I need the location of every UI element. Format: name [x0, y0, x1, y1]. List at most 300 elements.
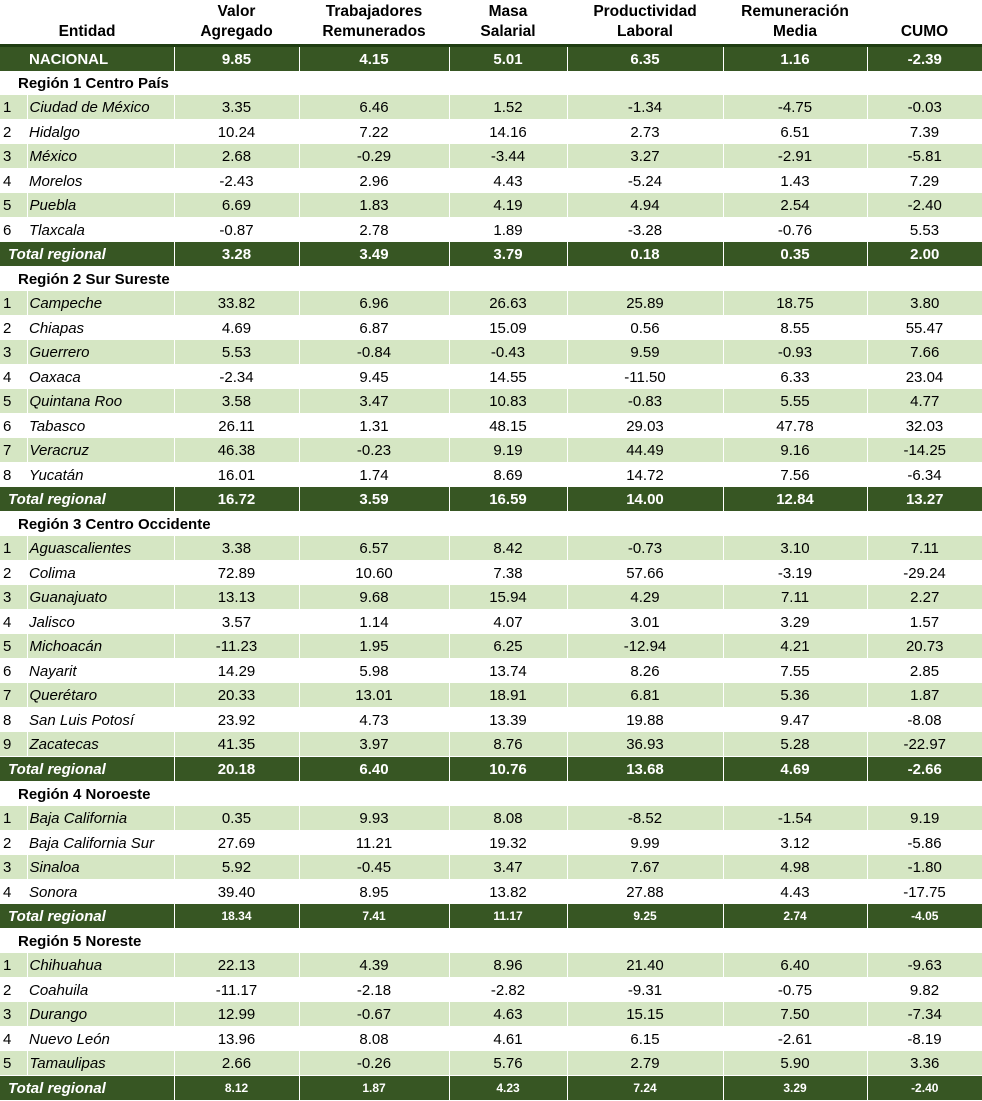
cell-value: -11.17: [174, 978, 299, 1003]
cell-value: 4.61: [449, 1027, 567, 1052]
total-value: -4.05: [867, 904, 982, 929]
state-name: Sonora: [27, 880, 174, 905]
row-number: 6: [0, 414, 27, 439]
cell-value: 6.87: [299, 316, 449, 341]
cell-value: 12.99: [174, 1002, 299, 1027]
state-name: Tabasco: [27, 414, 174, 439]
nacional-value: 1.16: [723, 46, 867, 72]
cell-value: 3.38: [174, 536, 299, 561]
state-name: Zacatecas: [27, 732, 174, 757]
cell-value: -0.67: [299, 1002, 449, 1027]
total-value: 3.79: [449, 242, 567, 267]
cell-value: 7.11: [867, 536, 982, 561]
cell-value: 10.60: [299, 561, 449, 586]
region-title: Región 4 Noroeste: [0, 782, 982, 807]
state-name: México: [27, 144, 174, 169]
header-row: [0, 0, 982, 46]
cell-value: 6.46: [299, 95, 449, 120]
cell-value: 9.93: [299, 806, 449, 831]
state-name: Quintana Roo: [27, 389, 174, 414]
cell-value: 6.57: [299, 536, 449, 561]
cell-value: 6.40: [723, 953, 867, 978]
cell-value: 8.55: [723, 316, 867, 341]
cell-value: -8.19: [867, 1027, 982, 1052]
cell-value: 72.89: [174, 561, 299, 586]
row-number: 2: [0, 316, 27, 341]
total-value: 2.00: [867, 242, 982, 267]
table-row: [0, 218, 982, 243]
cell-value: 1.14: [299, 610, 449, 635]
total-value: 20.18: [174, 757, 299, 782]
cell-value: 4.63: [449, 1002, 567, 1027]
table-row: [0, 340, 982, 365]
cell-value: -0.84: [299, 340, 449, 365]
cell-value: 23.04: [867, 365, 982, 390]
cell-value: 13.01: [299, 683, 449, 708]
state-name: Yucatán: [27, 463, 174, 488]
cell-value: -0.29: [299, 144, 449, 169]
cell-value: 2.78: [299, 218, 449, 243]
nacional-value: 9.85: [174, 46, 299, 72]
row-number: 6: [0, 659, 27, 684]
cell-value: 13.96: [174, 1027, 299, 1052]
cell-value: 3.01: [567, 610, 723, 635]
total-value: 6.40: [299, 757, 449, 782]
cell-value: -17.75: [867, 880, 982, 905]
total-value: 13.68: [567, 757, 723, 782]
cell-value: 4.43: [449, 169, 567, 194]
cell-value: -14.25: [867, 438, 982, 463]
cell-value: -8.52: [567, 806, 723, 831]
cell-value: 8.08: [449, 806, 567, 831]
cell-value: -0.93: [723, 340, 867, 365]
table-row: [0, 169, 982, 194]
row-number: 3: [0, 585, 27, 610]
cell-value: -2.40: [867, 193, 982, 218]
regional-total-row: [0, 487, 982, 512]
header-entidad: Entidad: [0, 0, 174, 46]
total-value: 11.17: [449, 904, 567, 929]
nacional-value: 5.01: [449, 46, 567, 72]
cell-value: 1.87: [867, 683, 982, 708]
cell-value: 7.11: [723, 585, 867, 610]
total-label: Total regional: [0, 487, 174, 512]
table-row: [0, 806, 982, 831]
total-value: 3.29: [723, 1076, 867, 1101]
state-name: Michoacán: [27, 634, 174, 659]
state-name: Nuevo León: [27, 1027, 174, 1052]
cell-value: 47.78: [723, 414, 867, 439]
row-number: 7: [0, 683, 27, 708]
header-remuneracion: Remuneración Media: [723, 0, 867, 46]
cell-value: 0.56: [567, 316, 723, 341]
row-number: 2: [0, 561, 27, 586]
cell-value: 2.68: [174, 144, 299, 169]
cell-value: 4.73: [299, 708, 449, 733]
cell-value: 8.76: [449, 732, 567, 757]
table-row: [0, 120, 982, 145]
row-number: 4: [0, 365, 27, 390]
total-value: 7.41: [299, 904, 449, 929]
state-name: Baja California Sur: [27, 831, 174, 856]
total-value: 12.84: [723, 487, 867, 512]
region-header-row: [0, 267, 982, 292]
row-number: 9: [0, 732, 27, 757]
cell-value: 57.66: [567, 561, 723, 586]
cell-value: -0.03: [867, 95, 982, 120]
cell-value: 7.38: [449, 561, 567, 586]
cell-value: -3.19: [723, 561, 867, 586]
cell-value: 7.29: [867, 169, 982, 194]
row-number: 4: [0, 1027, 27, 1052]
cell-value: 9.82: [867, 978, 982, 1003]
total-value: 13.27: [867, 487, 982, 512]
total-value: 16.72: [174, 487, 299, 512]
cell-value: 55.47: [867, 316, 982, 341]
state-name: Morelos: [27, 169, 174, 194]
cell-value: 9.19: [449, 438, 567, 463]
cell-value: 46.38: [174, 438, 299, 463]
cell-value: 7.50: [723, 1002, 867, 1027]
cell-value: 44.49: [567, 438, 723, 463]
state-name: Campeche: [27, 291, 174, 316]
state-name: Oaxaca: [27, 365, 174, 390]
nacional-label: NACIONAL: [0, 46, 174, 72]
state-name: Chiapas: [27, 316, 174, 341]
state-name: Hidalgo: [27, 120, 174, 145]
total-value: 2.74: [723, 904, 867, 929]
cell-value: -11.50: [567, 365, 723, 390]
row-number: 5: [0, 193, 27, 218]
row-number: 4: [0, 880, 27, 905]
cell-value: 6.15: [567, 1027, 723, 1052]
table-row: [0, 365, 982, 390]
table-row: [0, 831, 982, 856]
cell-value: 23.92: [174, 708, 299, 733]
cell-value: -6.34: [867, 463, 982, 488]
cell-value: 1.83: [299, 193, 449, 218]
cell-value: -3.44: [449, 144, 567, 169]
row-number: 5: [0, 1051, 27, 1076]
cell-value: 5.36: [723, 683, 867, 708]
cell-value: 4.21: [723, 634, 867, 659]
cell-value: 39.40: [174, 880, 299, 905]
cell-value: 20.33: [174, 683, 299, 708]
table-row: [0, 291, 982, 316]
cell-value: 3.27: [567, 144, 723, 169]
table-row: [0, 95, 982, 120]
cell-value: 0.35: [174, 806, 299, 831]
cell-value: 5.28: [723, 732, 867, 757]
row-number: 3: [0, 855, 27, 880]
cell-value: 9.45: [299, 365, 449, 390]
cell-value: 9.16: [723, 438, 867, 463]
region-title: Región 1 Centro País: [0, 71, 982, 95]
cell-value: 3.35: [174, 95, 299, 120]
cell-value: 2.73: [567, 120, 723, 145]
cell-value: -9.31: [567, 978, 723, 1003]
cell-value: 9.19: [867, 806, 982, 831]
cell-value: 4.07: [449, 610, 567, 635]
table-row: [0, 1051, 982, 1076]
cell-value: 8.42: [449, 536, 567, 561]
cell-value: 9.68: [299, 585, 449, 610]
cell-value: 4.94: [567, 193, 723, 218]
regional-total-row: [0, 242, 982, 267]
cell-value: 2.85: [867, 659, 982, 684]
cell-value: 10.83: [449, 389, 567, 414]
cell-value: 1.31: [299, 414, 449, 439]
cell-value: -2.43: [174, 169, 299, 194]
cell-value: 7.39: [867, 120, 982, 145]
cell-value: -12.94: [567, 634, 723, 659]
cell-value: 9.47: [723, 708, 867, 733]
cell-value: 3.47: [449, 855, 567, 880]
cell-value: 15.09: [449, 316, 567, 341]
cell-value: -0.23: [299, 438, 449, 463]
cell-value: -2.91: [723, 144, 867, 169]
state-name: Colima: [27, 561, 174, 586]
cell-value: 2.54: [723, 193, 867, 218]
total-value: 0.18: [567, 242, 723, 267]
region-header-row: [0, 782, 982, 807]
cell-value: -2.18: [299, 978, 449, 1003]
row-number: 2: [0, 120, 27, 145]
header-masa-salarial: Masa Salarial: [449, 0, 567, 46]
table-row: [0, 463, 982, 488]
state-name: Baja California: [27, 806, 174, 831]
cell-value: -0.26: [299, 1051, 449, 1076]
cell-value: 5.98: [299, 659, 449, 684]
cell-value: -4.75: [723, 95, 867, 120]
cell-value: 14.55: [449, 365, 567, 390]
cell-value: 48.15: [449, 414, 567, 439]
cell-value: -29.24: [867, 561, 982, 586]
regional-total-row: [0, 904, 982, 929]
cell-value: 10.24: [174, 120, 299, 145]
table-row: [0, 708, 982, 733]
total-value: 4.23: [449, 1076, 567, 1101]
row-number: 3: [0, 1002, 27, 1027]
table-row: [0, 732, 982, 757]
table-row: [0, 536, 982, 561]
cell-value: -0.45: [299, 855, 449, 880]
total-value: -2.40: [867, 1076, 982, 1101]
row-number: 5: [0, 634, 27, 659]
cell-value: 16.01: [174, 463, 299, 488]
cell-value: -3.28: [567, 218, 723, 243]
row-number: 3: [0, 340, 27, 365]
cell-value: 3.10: [723, 536, 867, 561]
cell-value: 32.03: [867, 414, 982, 439]
cell-value: 20.73: [867, 634, 982, 659]
cell-value: 2.79: [567, 1051, 723, 1076]
cell-value: 9.59: [567, 340, 723, 365]
total-value: 3.49: [299, 242, 449, 267]
cell-value: 15.15: [567, 1002, 723, 1027]
table-row: [0, 978, 982, 1003]
cell-value: -2.82: [449, 978, 567, 1003]
cell-value: 33.82: [174, 291, 299, 316]
total-value: 0.35: [723, 242, 867, 267]
cell-value: 5.55: [723, 389, 867, 414]
cell-value: 7.66: [867, 340, 982, 365]
total-value: 16.59: [449, 487, 567, 512]
cell-value: 19.88: [567, 708, 723, 733]
cell-value: 8.69: [449, 463, 567, 488]
state-name: Ciudad de México: [27, 95, 174, 120]
table-row: [0, 634, 982, 659]
cell-value: 41.35: [174, 732, 299, 757]
row-number: 1: [0, 291, 27, 316]
header-trabajadores: Trabajadores Remunerados: [299, 0, 449, 46]
total-value: 14.00: [567, 487, 723, 512]
cell-value: 27.88: [567, 880, 723, 905]
state-name: Querétaro: [27, 683, 174, 708]
cell-value: 6.69: [174, 193, 299, 218]
cell-value: 3.36: [867, 1051, 982, 1076]
regional-total-row: [0, 757, 982, 782]
cell-value: -9.63: [867, 953, 982, 978]
nacional-value: 6.35: [567, 46, 723, 72]
cell-value: 2.96: [299, 169, 449, 194]
cell-value: 5.53: [867, 218, 982, 243]
total-value: 7.24: [567, 1076, 723, 1101]
total-value: 18.34: [174, 904, 299, 929]
regional-total-row: [0, 1076, 982, 1101]
cell-value: -11.23: [174, 634, 299, 659]
cell-value: 6.51: [723, 120, 867, 145]
state-name: Coahuila: [27, 978, 174, 1003]
cell-value: 26.11: [174, 414, 299, 439]
cell-value: 13.74: [449, 659, 567, 684]
row-number: 1: [0, 536, 27, 561]
row-number: 8: [0, 463, 27, 488]
region-header-row: [0, 512, 982, 537]
cell-value: -0.43: [449, 340, 567, 365]
cell-value: -1.34: [567, 95, 723, 120]
cell-value: 8.08: [299, 1027, 449, 1052]
row-number: 1: [0, 953, 27, 978]
state-name: Tlaxcala: [27, 218, 174, 243]
cell-value: 7.56: [723, 463, 867, 488]
cell-value: 19.32: [449, 831, 567, 856]
region-title: Región 2 Sur Sureste: [0, 267, 982, 292]
cell-value: -7.34: [867, 1002, 982, 1027]
cell-value: 1.57: [867, 610, 982, 635]
cell-value: -0.75: [723, 978, 867, 1003]
row-number: 4: [0, 610, 27, 635]
cell-value: 9.99: [567, 831, 723, 856]
cell-value: -5.86: [867, 831, 982, 856]
table-row: [0, 414, 982, 439]
nacional-row: [0, 46, 982, 72]
region-header-row: [0, 929, 982, 954]
header-cumo: CUMO: [867, 0, 982, 46]
state-name: Sinaloa: [27, 855, 174, 880]
total-value: 4.69: [723, 757, 867, 782]
state-name: Jalisco: [27, 610, 174, 635]
total-value: 1.87: [299, 1076, 449, 1101]
table-row: [0, 389, 982, 414]
cell-value: 3.29: [723, 610, 867, 635]
cell-value: -0.87: [174, 218, 299, 243]
state-name: Tamaulipas: [27, 1051, 174, 1076]
cell-value: 14.72: [567, 463, 723, 488]
state-name: Guerrero: [27, 340, 174, 365]
cell-value: 7.55: [723, 659, 867, 684]
table-row: [0, 561, 982, 586]
header-productividad: Productividad Laboral: [567, 0, 723, 46]
total-label: Total regional: [0, 904, 174, 929]
cell-value: 6.33: [723, 365, 867, 390]
cell-value: 8.95: [299, 880, 449, 905]
row-number: 1: [0, 806, 27, 831]
row-number: 7: [0, 438, 27, 463]
cell-value: 22.13: [174, 953, 299, 978]
table-row: [0, 880, 982, 905]
total-value: 10.76: [449, 757, 567, 782]
cell-value: 15.94: [449, 585, 567, 610]
nacional-value: 4.15: [299, 46, 449, 72]
cell-value: 5.92: [174, 855, 299, 880]
cell-value: -22.97: [867, 732, 982, 757]
cell-value: 3.58: [174, 389, 299, 414]
cell-value: 4.43: [723, 880, 867, 905]
cell-value: -2.34: [174, 365, 299, 390]
cell-value: -0.83: [567, 389, 723, 414]
table-row: [0, 683, 982, 708]
cell-value: 1.89: [449, 218, 567, 243]
row-number: 6: [0, 218, 27, 243]
region-header-row: [0, 71, 982, 95]
table-row: [0, 144, 982, 169]
cell-value: -0.76: [723, 218, 867, 243]
state-name: Aguascalientes: [27, 536, 174, 561]
cell-value: 4.98: [723, 855, 867, 880]
cell-value: 21.40: [567, 953, 723, 978]
table-row: [0, 610, 982, 635]
cell-value: 27.69: [174, 831, 299, 856]
cell-value: 13.82: [449, 880, 567, 905]
cell-value: 11.21: [299, 831, 449, 856]
cell-value: -1.80: [867, 855, 982, 880]
cell-value: 5.76: [449, 1051, 567, 1076]
cell-value: 7.22: [299, 120, 449, 145]
table-row: [0, 316, 982, 341]
table-row: [0, 855, 982, 880]
cell-value: 6.96: [299, 291, 449, 316]
table-row: [0, 659, 982, 684]
cell-value: 36.93: [567, 732, 723, 757]
cell-value: 1.74: [299, 463, 449, 488]
cell-value: 4.29: [567, 585, 723, 610]
cell-value: 14.16: [449, 120, 567, 145]
total-label: Total regional: [0, 242, 174, 267]
cell-value: 4.19: [449, 193, 567, 218]
cell-value: 1.52: [449, 95, 567, 120]
cell-value: 25.89: [567, 291, 723, 316]
state-name: Nayarit: [27, 659, 174, 684]
cell-value: 3.97: [299, 732, 449, 757]
cell-value: 6.25: [449, 634, 567, 659]
cell-value: 1.95: [299, 634, 449, 659]
table-row: [0, 1027, 982, 1052]
row-number: 3: [0, 144, 27, 169]
cell-value: 18.75: [723, 291, 867, 316]
table-row: [0, 1002, 982, 1027]
cell-value: 4.77: [867, 389, 982, 414]
